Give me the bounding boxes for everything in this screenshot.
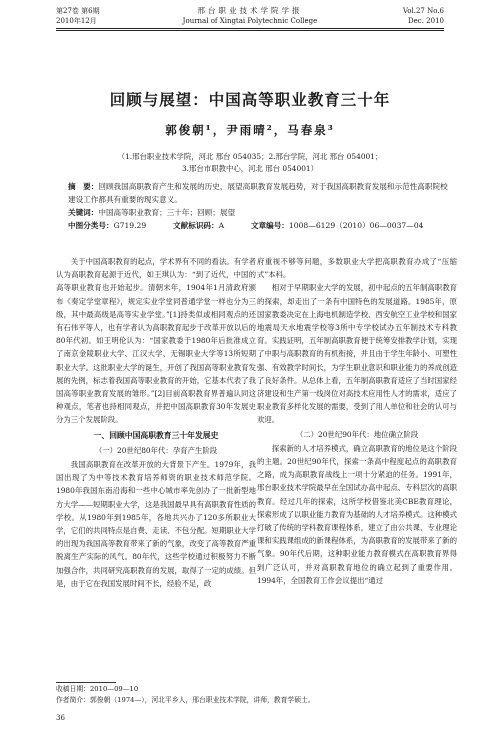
journal-name-en: Journal of Xingtai Polytechnic College — [182, 17, 318, 25]
footnote-rule — [56, 682, 116, 683]
footnote — [56, 684, 456, 706]
keywords — [68, 206, 448, 219]
article-number-label: 文章编号： — [250, 221, 289, 230]
volume-en: Vol.27 No.6 — [402, 7, 444, 15]
left-column — [56, 255, 256, 590]
keywords-label: 关键词： — [68, 208, 99, 217]
header-right — [403, 6, 444, 26]
abstract-text: 回顾我国高职教育产生和发展的历史，展望高职教育发展趋势，对于我国高职教育发展和示范性高职院校建设工作都具有重要的现实意义。 — [68, 182, 448, 204]
volume-cn: 第27卷 第6期 — [56, 7, 100, 15]
author-bio: 作者简介：郭俊朝（1974—），河北平乡人，邢台职业技术学院，讲师，教育学硕士。 — [56, 696, 315, 704]
body-paragraph: 关于中国高职教育的起点，学术界有不同的看法。有学者认为高职教育起源于近代，如王琪认为：“到了近代，中国的高等职业教育也开始起步。清朝末年，1904年1月清政府颁布《奏定学堂章程》，规定实业学堂同普通学堂一样也分为三级，其中最高级是高等实业学堂。”[1]持类似或相同观点的还有石伟平等人，也有学者认为高职教育起步于改革开放以后的80年代初。如王明伦认为：“国家教委于1980年后批准成立了南京金陵职业大学、江汉大学、无锡职业大学等13所短期职业大学。这批职业大学的诞生，开创了我国高等职业教育发展的先例，标志着我国高等职业教育的开始，它基本代表了我国高等职业教育发展的雏形。”[2]目前高职教育界普遍认同这种观点，笔者也持相同观点，并把中国高职教育30年发展史分为三个发展阶段。 — [56, 257, 256, 425]
journal-name-cn: 邢台职业技术学院学报 — [197, 6, 303, 15]
article-title: 回顾与展望：中国高等职业教育三十年 — [109, 91, 391, 109]
section-heading: 一、回顾中国高职教育三十年发展史 — [93, 430, 219, 440]
body-paragraph: 相对于早期职业大学的发展，初中起点的五年制高职教育的探索，却走出了一条有中国特色的发展道路。1985年，原国家教委决定在上海电机制造学校、西安航空工业学校和国家地震局天水地震学校等3所中专学校试办五年制技术专科教育。实践证明，五年制高职教育便于统筹安排教学计划，实现了中职与高职教育的有机衔接，并且由于学生年龄小、可塑性强、有效教学时间长，为学生职业意识和职业能力的养成创造了良好条件。从总体上看，五年制高职教育适应了当时国家经济建设和生产第一线岗位对高技术应用性人才的需求，适应了职业教育多样化发展的需要，受到了用人单位和社会的认可与欢迎。 — [257, 283, 457, 425]
subsection-heading: （一）20世纪80年代：孕育产生阶段 — [94, 445, 218, 455]
article-meta — [68, 180, 448, 232]
abstract — [68, 180, 448, 206]
doc-code-value: A — [218, 221, 225, 230]
abstract-label: 摘 要： — [68, 182, 99, 191]
body-paragraph: 探索新的人才培养模式，确立高职教育的地位是这个阶段的主题。20世纪90年代，探索一条高中程度起点的高职教育之路，成为高职教育战线上一项十分紧迫的任务。1991年，邢台职业技术学院最早在全国试办高中起点、专科层次的高职教育。经过几年的探索，这所学校借鉴北美CBE教育理论，探索形成了以职业能力教育为基础的人才培养模式。这种模式打破了传统的学科教育课程体系，建立了由公共课、专业理论课和实践课组成的新课程体系，为高职教育的发展带来了新的气象。90年代后期，这种职业能力教育模式在高职教育界得到广泛认可，并对高职教育地位的确立起到了重要作用。1994年，全国教育工作会议提出“通过 — [257, 443, 457, 585]
date-en: Dec. 2010 — [408, 17, 444, 25]
journal-header — [0, 0, 500, 44]
date-cn: 2010年12月 — [56, 17, 97, 25]
affiliation-line: （1.邢台职业技术学院，河北 邢台 054035；2.邢台学院，河北 邢台 054001； — [117, 152, 383, 161]
right-column — [257, 255, 457, 587]
subsection-heading: （二）20世纪90年代：地位确立阶段 — [295, 429, 419, 439]
article-number-value: 1008—6129（2010）06—0037—04 — [288, 221, 424, 230]
affiliation-line: 3.邢台市职教中心，河北 邢台 054001） — [181, 164, 319, 173]
body-paragraph: 府重视不够等问题，多数职业大学把高职教育办成了“压缩式”本科。 — [257, 257, 457, 280]
clc-value: G719.29 — [113, 221, 147, 230]
body-paragraph: 我国高职教育在改革开放的大背景下产生。1979年，我国出现了为中等技术教育培养师资的职业技术师范学院。1980年我国东南沿海和一些中心城市率先创办了一批新型地方大学——短期职业大学，这是我国最早具有高职教育性质的学校。从1980年到1985年，各地共兴办了120多所职业大学，它们的共同特点是自费、走读、不包分配。短期职业大学的出现为我国高等教育带来了新的气象，改变了高等教育严重脱离生产实际的风气。80年代，这些学校通过积极努力不断加强合作，共同研究高职教育的发展，取得了一定的成绩。但是，由于它在我国发展时间不长，经验不足，政 — [56, 460, 256, 588]
clc-label: 中图分类号： — [68, 221, 114, 230]
article-authors: 郭俊朝¹，尹雨晴²，马春泉³ — [165, 123, 335, 137]
received-date: 收稿日期：2010—09—10 — [56, 685, 139, 693]
classification-line — [68, 219, 448, 232]
header-rule-thin — [56, 30, 444, 31]
page-number: 36 — [56, 714, 65, 722]
author-affiliations — [0, 151, 500, 175]
header-rule — [56, 28, 444, 29]
keywords-text: 中国高等职业教育；三十年；回顾；展望 — [98, 208, 236, 217]
doc-code-label: 文献标识码： — [173, 221, 219, 230]
